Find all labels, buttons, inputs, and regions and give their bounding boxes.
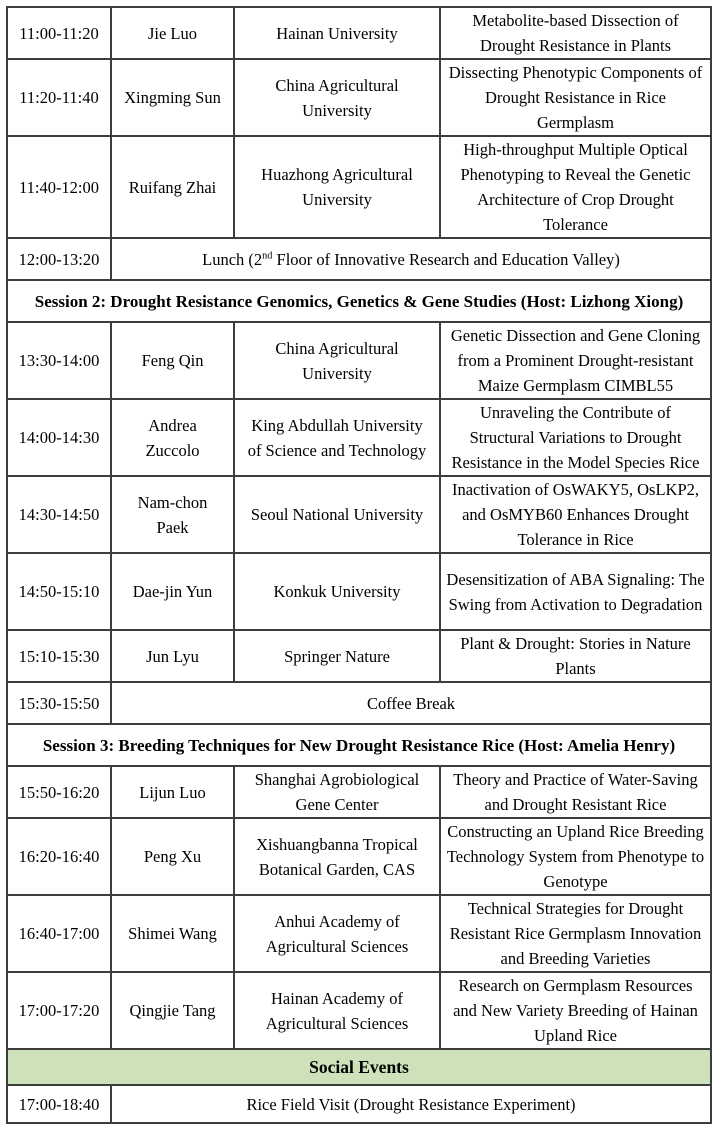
affiliation-cell: Huazhong Agricultural University xyxy=(234,136,440,238)
title-cell: Metabolite-based Dissection of Drought Resistance in Plants xyxy=(440,7,711,59)
time-cell: 14:50-15:10 xyxy=(7,553,111,630)
social-events-row xyxy=(7,1049,711,1085)
agenda-table xyxy=(6,6,712,1124)
speaker-cell: Dae-jin Yun xyxy=(111,553,234,630)
visit-label: Rice Field Visit (Drought Resistance Experiment) xyxy=(111,1085,711,1123)
time-cell: 11:40-12:00 xyxy=(7,136,111,238)
social-events-label: Social Events xyxy=(7,1049,711,1085)
lunch-label-superscript: nd xyxy=(262,250,273,261)
talk-row xyxy=(7,895,711,972)
title-cell: Desensitization of ABA Signaling: The Swing from Activation to Degradation xyxy=(440,553,711,630)
time-cell: 17:00-17:20 xyxy=(7,972,111,1049)
speaker-cell: Qingjie Tang xyxy=(111,972,234,1049)
time-cell: 13:30-14:00 xyxy=(7,322,111,399)
time-cell: 15:30-15:50 xyxy=(7,682,111,724)
title-cell: High-throughput Multiple Optical Phenotyping to Reveal the Genetic Architecture of Crop Drought Tolerance xyxy=(440,136,711,238)
speaker-cell: Lijun Luo xyxy=(111,766,234,818)
talk-row xyxy=(7,766,711,818)
affiliation-cell: China Agricultural University xyxy=(234,59,440,136)
affiliation-cell: Konkuk University xyxy=(234,553,440,630)
title-cell: Technical Strategies for Drought Resistant Rice Germplasm Innovation and Breeding Varieties xyxy=(440,895,711,972)
title-cell: Dissecting Phenotypic Components of Drought Resistance in Rice Germplasm xyxy=(440,59,711,136)
time-cell: 11:00-11:20 xyxy=(7,7,111,59)
talk-row xyxy=(7,972,711,1049)
title-cell: Research on Germplasm Resources and New Variety Breeding of Hainan Upland Rice xyxy=(440,972,711,1049)
break-label: Coffee Break xyxy=(111,682,711,724)
talk-row xyxy=(7,59,711,136)
talk-row xyxy=(7,476,711,553)
speaker-cell: Nam-chon Paek xyxy=(111,476,234,553)
speaker-cell: Jie Luo xyxy=(111,7,234,59)
time-cell: 16:40-17:00 xyxy=(7,895,111,972)
coffee-break-row xyxy=(7,682,711,724)
speaker-cell: Andrea Zuccolo xyxy=(111,399,234,476)
speaker-cell: Jun Lyu xyxy=(111,630,234,682)
title-cell: Theory and Practice of Water-Saving and Drought Resistant Rice xyxy=(440,766,711,818)
affiliation-cell: Anhui Academy of Agricultural Sciences xyxy=(234,895,440,972)
time-cell: 11:20-11:40 xyxy=(7,59,111,136)
affiliation-cell: King Abdullah University of Science and Technology xyxy=(234,399,440,476)
talk-row xyxy=(7,322,711,399)
session-label: Session 3: Breeding Techniques for New Drought Resistance Rice (Host: Amelia Henry) xyxy=(7,724,711,766)
speaker-cell: Feng Qin xyxy=(111,322,234,399)
affiliation-cell: Shanghai Agrobiological Gene Center xyxy=(234,766,440,818)
affiliation-cell: Hainan Academy of Agricultural Sciences xyxy=(234,972,440,1049)
lunch-label-suffix: Floor of Innovative Research and Education Valley) xyxy=(272,249,620,269)
time-cell: 15:10-15:30 xyxy=(7,630,111,682)
affiliation-cell: Seoul National University xyxy=(234,476,440,553)
title-cell: Inactivation of OsWAKY5, OsLKP2, and OsMYB60 Enhances Drought Tolerance in Rice xyxy=(440,476,711,553)
affiliation-cell: Hainan University xyxy=(234,7,440,59)
time-cell: 15:50-16:20 xyxy=(7,766,111,818)
talk-row xyxy=(7,7,711,59)
speaker-cell: Xingming Sun xyxy=(111,59,234,136)
title-cell: Plant & Drought: Stories in Nature Plants xyxy=(440,630,711,682)
title-cell: Constructing an Upland Rice Breeding Technology System from Phenotype to Genotype xyxy=(440,818,711,895)
title-cell: Unraveling the Contribute of Structural Variations to Drought Resistance in the Model Species Rice xyxy=(440,399,711,476)
affiliation-cell: Springer Nature xyxy=(234,630,440,682)
affiliation-cell: China Agricultural University xyxy=(234,322,440,399)
talk-row xyxy=(7,553,711,630)
time-cell: 17:00-18:40 xyxy=(7,1085,111,1123)
talk-row xyxy=(7,630,711,682)
session-header-row xyxy=(7,724,711,766)
affiliation-cell: Xishuangbanna Tropical Botanical Garden, CAS xyxy=(234,818,440,895)
lunch-row xyxy=(7,238,711,280)
title-cell: Genetic Dissection and Gene Cloning from a Prominent Drought-resistant Maize Germplasm CIMBL55 xyxy=(440,322,711,399)
time-cell: 16:20-16:40 xyxy=(7,818,111,895)
time-cell: 14:30-14:50 xyxy=(7,476,111,553)
lunch-label-prefix: Lunch (2 xyxy=(202,249,263,269)
session-header-row xyxy=(7,280,711,322)
time-cell: 12:00-13:20 xyxy=(7,238,111,280)
talk-row xyxy=(7,399,711,476)
speaker-cell: Peng Xu xyxy=(111,818,234,895)
talk-row xyxy=(7,818,711,895)
speaker-cell: Ruifang Zhai xyxy=(111,136,234,238)
session-label: Session 2: Drought Resistance Genomics, Genetics & Gene Studies (Host: Lizhong Xiong) xyxy=(7,280,711,322)
time-cell: 14:00-14:30 xyxy=(7,399,111,476)
lunch-label xyxy=(111,238,711,280)
field-visit-row xyxy=(7,1085,711,1123)
speaker-cell: Shimei Wang xyxy=(111,895,234,972)
talk-row xyxy=(7,136,711,238)
